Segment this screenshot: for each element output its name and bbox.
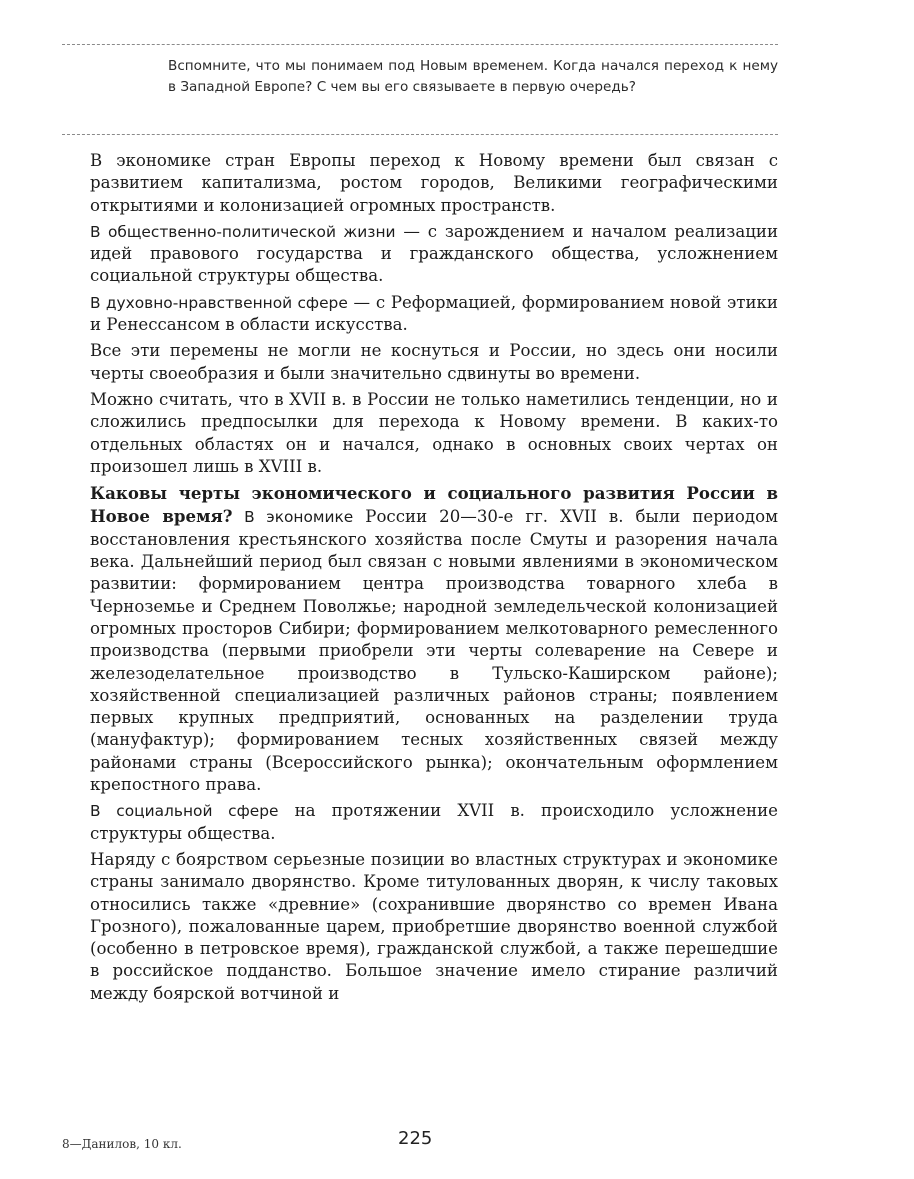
section-heading: Каковы черты экономического и социального развития России в Новое время?	[90, 483, 778, 527]
paragraph-text: Наряду с боярством серьезные позиции во властных структурах и экономике страны занимало дворянство. Кроме титулованных дворян, к числу таковых относились также «древние» (сохранившие дворянство со времен Ивана Грозного), пожалованные царем, приобретшие дворянство военной службой (особенно в петровское время), гражданской службой, а также перешедшие в российское подданство. Большое значение имело стирание различий между боярской вотчиной и	[90, 849, 778, 1003]
paragraph-8	[90, 849, 778, 1005]
page-number: 225	[398, 1128, 433, 1149]
paragraph-term: В духовно-нравственной сфере	[90, 293, 348, 312]
paragraph-1	[90, 150, 778, 217]
paragraph-text: Можно считать, что в XVII в. в России не только наметились тенденции, но и сложились предпосылки для перехода к Новому времени. В каких-то отдельных областях он и начался, однако в основных своих чертах он произошел лишь в XVIII в.	[90, 389, 778, 476]
main-text	[90, 150, 778, 1009]
bottom-divider	[62, 134, 778, 135]
paragraph-text: — с Реформацией, формированием новой этики и Ренессансом в области искусства.	[90, 292, 778, 335]
paragraph-2	[90, 221, 778, 288]
review-question: Вспомните, что мы понимаем под Новым временем. Когда начался переход к нему в Западной Европе? С чем вы его связываете в первую очередь?	[168, 58, 778, 95]
paragraph-text: России 20—30-е гг. XVII в. были периодом восстановления крестьянского хозяйства после Смуты и разорения начала века. Дальнейший период был связан с новыми явлениями в экономическом развитии: формированием центра производства товарного хлеба в Черноземье и Среднем Поволжье; народной земледельческой колонизацией огромных просторов Сибири; формированием мелкотоварного ремесленного производства (первыми приобрели эти черты солеварение на Севере и железоделательное производство в Тульско-Каширском районе); хозяйственной специализацией различных районов страны; появлением первых крупных предприятий, основанных на разделении труда (мануфактур); формированием тесных хозяйственных связей между районами страны (Всероссийского рынка); окончательным оформлением крепостного права.	[90, 507, 778, 795]
paragraph-5	[90, 389, 778, 478]
paragraph-7	[90, 800, 778, 845]
paragraph-term: В общественно-политической жизни	[90, 222, 396, 241]
paragraph-term: В экономике	[232, 508, 354, 527]
footer-signature: 8—Данилов, 10 кл.	[62, 1137, 182, 1151]
paragraph-text: В экономике стран Европы переход к Новому времени был связан с развитием капитализма, ростом городов, Великими географическими открытиями и колонизацией огромных пространств.	[90, 151, 778, 215]
paragraph-term: В социальной сфере	[90, 802, 279, 821]
top-divider	[62, 44, 778, 45]
paragraph-3	[90, 292, 778, 337]
paragraph-text: Все эти перемены не могли не коснуться и России, но здесь они носили черты своеобразия и были значительно сдвинуты во времени.	[90, 341, 778, 383]
paragraph-4	[90, 340, 778, 385]
paragraph-text: на протяжении XVII в. происходило усложнение структуры общества.	[90, 801, 778, 843]
paragraph-text: — с зарождением и началом реализации идей правового государства и гражданского общества, усложнением социальной структуры общества.	[90, 221, 778, 286]
paragraph-6	[90, 482, 778, 796]
